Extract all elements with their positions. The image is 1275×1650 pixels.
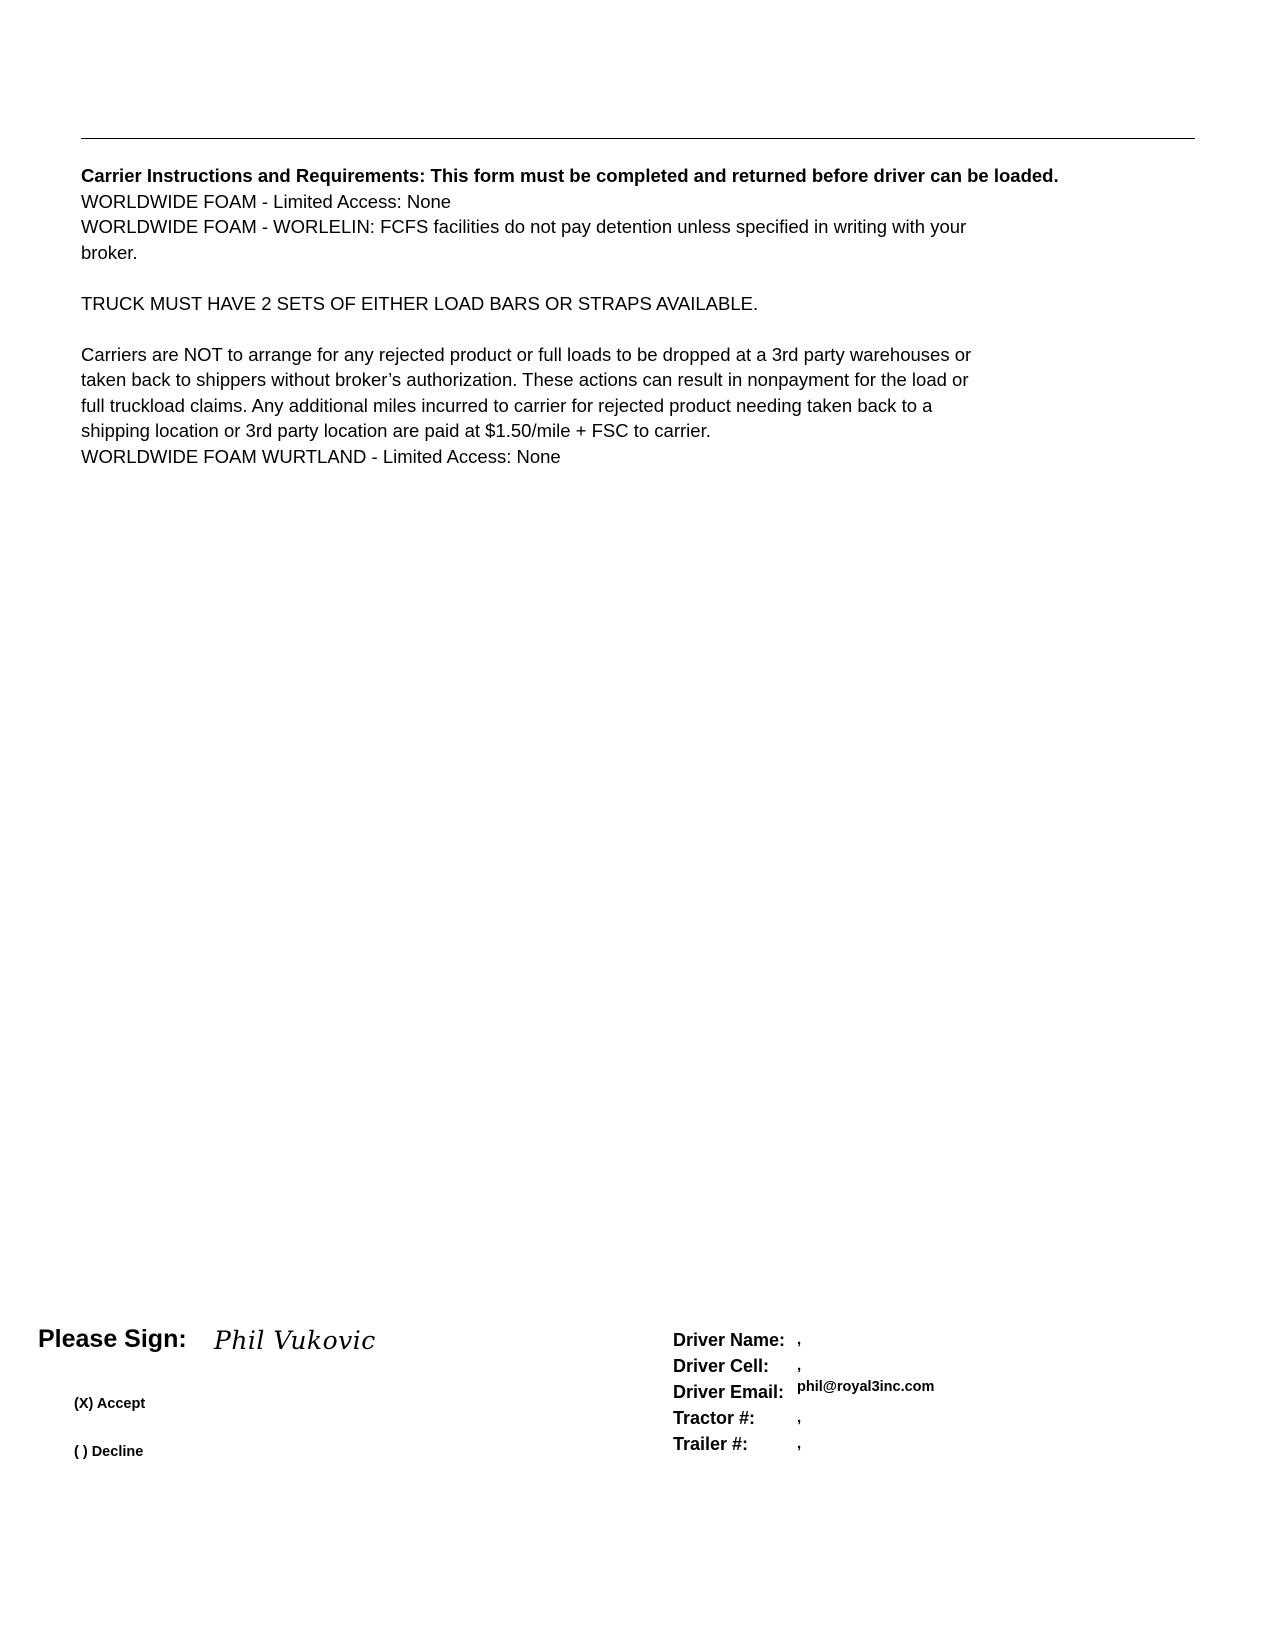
trailer-label: Trailer #:	[673, 1434, 749, 1454]
detention-line-continued: broker.	[81, 241, 138, 263]
paragraph-gap	[81, 265, 1211, 291]
paragraph-gap	[81, 316, 1211, 342]
rejected-product-line-3: full truckload claims. Any additional miles incurred to carrier for rejected product needing taken back to a	[81, 394, 933, 416]
trailer-value[interactable]: ,	[797, 1435, 802, 1452]
accept-option[interactable]: (X) Accept	[74, 1396, 146, 1412]
header-divider	[81, 138, 1195, 139]
driver-email-label: Driver Email:	[673, 1382, 785, 1402]
driver-cell-label: Driver Cell:	[673, 1356, 770, 1376]
decline-option[interactable]: ( ) Decline	[74, 1444, 144, 1460]
rejected-product-line-2: taken back to shippers without broker’s authorization. These actions can result in nonpayment for the load or	[81, 369, 969, 390]
rejected-product-line-1: Carriers are NOT to arrange for any rejected product or full loads to be dropped at a 3rd party warehouses or	[81, 343, 972, 365]
carrier-instructions	[81, 163, 1211, 469]
please-sign-label: Please Sign:	[38, 1325, 187, 1353]
limited-access-line: WORLDWIDE FOAM - Limited Access: None	[81, 190, 452, 212]
instructions-heading: Carrier Instructions and Requirements: This form must be completed and returned before driver can be loaded.	[81, 165, 1059, 186]
tractor-value[interactable]: ,	[797, 1409, 802, 1426]
driver-name-label: Driver Name:	[673, 1330, 786, 1350]
signature-field[interactable]: Phil Vukovic	[214, 1326, 376, 1355]
tractor-label: Tractor #:	[673, 1408, 756, 1428]
driver-cell-value[interactable]: ,	[797, 1357, 802, 1374]
wurtland-access-line: WORLDWIDE FOAM WURTLAND - Limited Access: None	[81, 445, 561, 467]
driver-email-value[interactable]: phil@royal3inc.com	[797, 1379, 935, 1395]
load-bars-requirement: TRUCK MUST HAVE 2 SETS OF EITHER LOAD BARS OR STRAPS AVAILABLE.	[81, 292, 759, 314]
rejected-product-line-4: shipping location or 3rd party location are paid at $1.50/mile + FSC to carrier.	[81, 420, 711, 441]
detention-line: WORLDWIDE FOAM - WORLELIN: FCFS facilities do not pay detention unless specified in writing with your	[81, 216, 967, 237]
driver-name-value[interactable]: ,	[797, 1331, 802, 1348]
